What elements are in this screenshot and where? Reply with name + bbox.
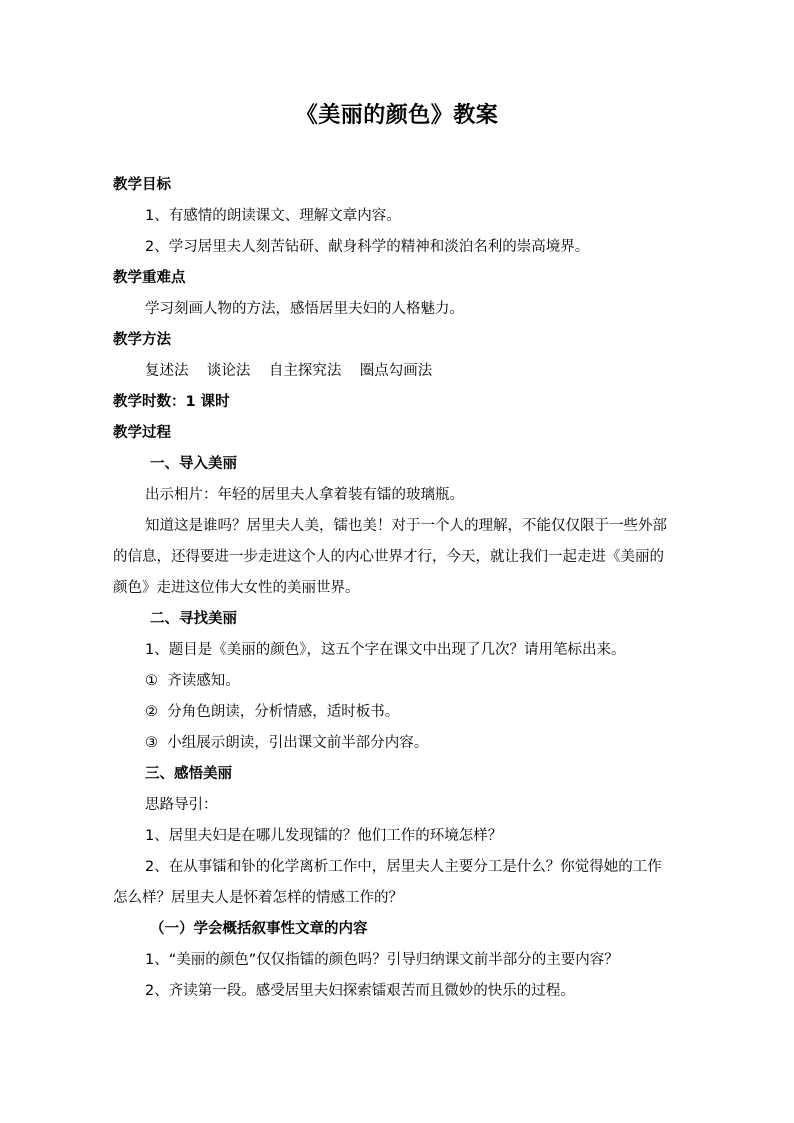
goal-item-1: 1、有感情的朗读课文、理解文章内容。 <box>145 208 401 224</box>
goal-item-2: 2、学习居里夫人刻苦钻研、献身科学的精神和淡泊名利的崇高境界。 <box>145 239 590 255</box>
heading-key-difficulties: 教学重难点 <box>113 270 186 286</box>
search-item-1: 1、题目是《美丽的颜色》，这五个字在课文中出现了几次？请用笔标出来。 <box>145 642 626 658</box>
intro-paragraph-2-line-1: 知道这是谁吗？居里夫人美，镭也美！对于一个人的理解，不能仅仅限于一些外部 <box>145 518 667 534</box>
subsection-heading-summarize: （一）学会概括叙事性文章的内容 <box>145 921 368 937</box>
search-subitem-3: ③ 小组展示朗读，引出课文前半部分内容。 <box>145 735 429 751</box>
key-difficulties-text: 学习刻画人物的方法，感悟居里夫妇的人格魅力。 <box>145 301 464 317</box>
heading-teaching-goals: 教学目标 <box>113 177 171 193</box>
guide-item-2-line-1: 2、在从事镭和钋的化学离析工作中，居里夫人主要分工是什么？你觉得她的工作 <box>145 859 662 875</box>
intro-paragraph-2-line-2: 的信息，还得要进一步走进这个人的内心世界才行，今天，就让我们一起走进《美丽的 <box>113 549 664 565</box>
intro-paragraph-1: 出示相片：年轻的居里夫人拿着装有镭的玻璃瓶。 <box>145 487 464 503</box>
guide-item-2-line-2: 怎么样？居里夫人是怀着怎样的情感工作的？ <box>113 890 403 906</box>
guide-item-1: 1、居里夫妇是在哪儿发现镭的？他们工作的环境怎样？ <box>145 828 503 844</box>
section-heading-intro: 一、导入美丽 <box>145 456 238 472</box>
search-subitem-1: ① 齐读感知。 <box>145 673 240 689</box>
intro-paragraph-2-line-3: 颜色》走进这位伟大女性的美丽世界。 <box>113 580 360 596</box>
summarize-item-1: 1、“美丽的颜色”仅仅指镭的颜色吗？引导归纳课文前半部分的主要内容？ <box>145 952 619 968</box>
search-subitem-2: ② 分角色朗读，分析情感，适时板书。 <box>145 704 400 720</box>
heading-class-hours: 教学时数：1 课时 <box>113 394 230 410</box>
document-title: 《美丽的颜色》教案 <box>295 103 499 128</box>
guide-label: 思路导引： <box>145 797 218 813</box>
heading-teaching-process: 教学过程 <box>113 425 171 441</box>
summarize-item-2: 2、齐读第一段。感受居里夫妇探索镭艰苦而且微妙的快乐的过程。 <box>145 983 575 999</box>
section-heading-feel: 三、感悟美丽 <box>145 766 232 782</box>
teaching-methods-text: 复述法 谈论法 自主探究法 圈点勾画法 <box>145 363 433 379</box>
heading-teaching-methods: 教学方法 <box>113 332 171 348</box>
section-heading-search: 二、寻找美丽 <box>145 611 238 627</box>
